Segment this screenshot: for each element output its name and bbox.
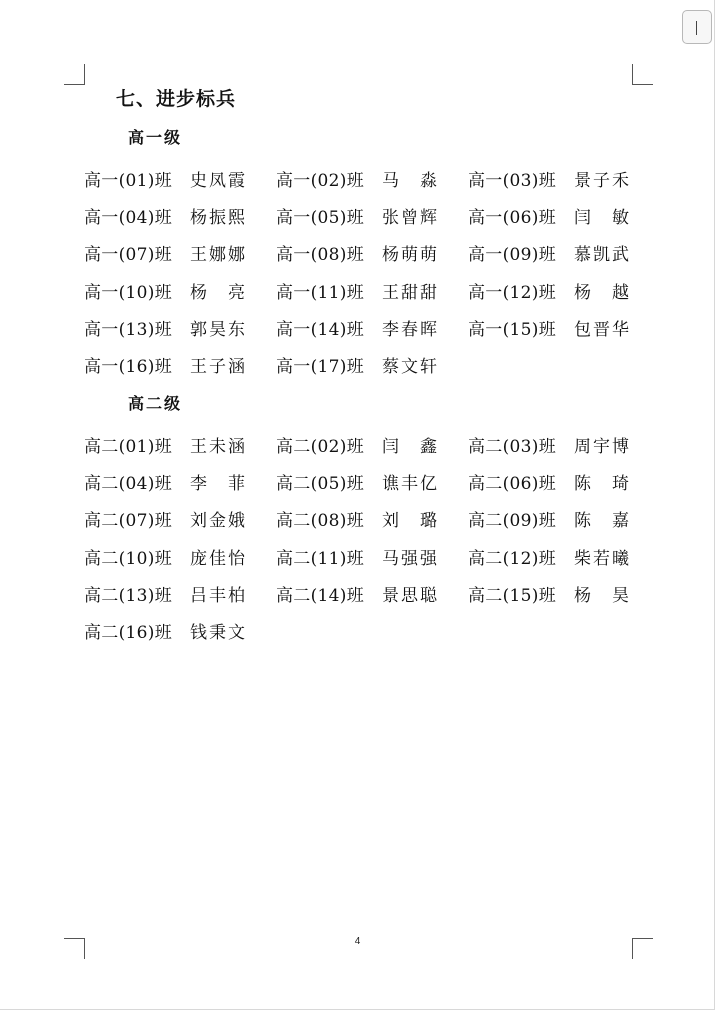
- class-label: 高一(11)班: [276, 282, 364, 303]
- class-label: 高二(06)班: [468, 474, 556, 495]
- class-label: 高一(04)班: [84, 208, 172, 229]
- student-name: 景思聪: [382, 585, 438, 606]
- list-item: [84, 197, 276, 234]
- section-title: 七、进步标兵: [116, 88, 237, 110]
- class-label: 高二(16)班: [84, 623, 172, 644]
- list-item: [276, 346, 468, 383]
- student-name: 吕丰柏: [190, 585, 246, 606]
- student-name: 马 淼: [382, 171, 438, 192]
- list-item: [276, 160, 468, 197]
- class-label: 高二(09)班: [468, 511, 556, 532]
- list-item: [276, 234, 468, 271]
- class-label: 高一(02)班: [276, 171, 364, 192]
- student-name: 马强强: [382, 548, 438, 569]
- student-name: 庞佳怡: [190, 548, 246, 569]
- student-name: 柴若曦: [574, 548, 630, 569]
- class-label: 高一(10)班: [84, 282, 172, 303]
- class-label: 高二(05)班: [276, 474, 364, 495]
- class-label: 高二(01)班: [84, 437, 172, 458]
- list-item: [276, 575, 468, 612]
- student-name: 郭昊东: [190, 319, 246, 340]
- list-item: [84, 346, 276, 383]
- list-item: [468, 463, 644, 500]
- list-item: [276, 538, 468, 575]
- list-item: [84, 500, 276, 537]
- class-label: 高二(04)班: [84, 474, 172, 495]
- list-item: [276, 426, 468, 463]
- student-name: 慕凯武: [574, 245, 630, 266]
- student-name: 王子涵: [190, 357, 246, 378]
- list-item: [276, 309, 468, 346]
- list-item: [84, 612, 276, 649]
- class-label: 高二(07)班: [84, 511, 172, 532]
- list-item: [84, 234, 276, 271]
- class-label: 高一(09)班: [468, 245, 556, 266]
- student-name: 王甜甜: [382, 282, 438, 303]
- student-name: 史凤霞: [190, 171, 246, 192]
- student-name: 王娜娜: [190, 245, 246, 266]
- page-number: 4: [354, 936, 361, 947]
- class-label: 高二(10)班: [84, 548, 172, 569]
- list-item: [84, 575, 276, 612]
- list-item: [84, 538, 276, 575]
- class-label: 高一(01)班: [84, 171, 172, 192]
- student-name: 景子禾: [574, 171, 630, 192]
- list-item: [468, 197, 644, 234]
- list-item: [468, 272, 644, 309]
- list-item: [468, 160, 644, 197]
- student-name: 包晋华: [574, 319, 630, 340]
- class-label: 高一(15)班: [468, 319, 556, 340]
- list-item: [84, 272, 276, 309]
- scroll-handle[interactable]: [682, 10, 712, 44]
- class-label: 高一(16)班: [84, 357, 172, 378]
- crop-mark-top-right: [632, 64, 653, 85]
- list-item: [468, 234, 644, 271]
- student-name: 陈 嘉: [574, 511, 630, 532]
- grade-two-title: 高二级: [128, 394, 183, 413]
- student-name: 王未涵: [190, 437, 246, 458]
- list-item: [84, 463, 276, 500]
- class-label: 高一(17)班: [276, 357, 364, 378]
- student-name: 杨萌萌: [382, 245, 438, 266]
- student-name: 陈 琦: [574, 474, 630, 495]
- student-name: 李 菲: [190, 474, 246, 495]
- class-label: 高二(03)班: [468, 437, 556, 458]
- student-name: 蔡文轩: [382, 357, 438, 378]
- student-name: 闫 鑫: [382, 437, 438, 458]
- crop-mark-top-left: [64, 64, 85, 85]
- class-label: 高一(14)班: [276, 319, 364, 340]
- student-name: 杨 越: [574, 282, 630, 303]
- list-item: [468, 426, 644, 463]
- student-name: 杨 昊: [574, 585, 630, 606]
- list-item: [276, 197, 468, 234]
- student-name: 杨 亮: [190, 282, 246, 303]
- grade-one-title: 高一级: [128, 128, 183, 147]
- list-item: [276, 272, 468, 309]
- class-label: 高二(14)班: [276, 585, 364, 606]
- list-item: [276, 463, 468, 500]
- class-label: 高二(12)班: [468, 548, 556, 569]
- student-name: 谯丰亿: [382, 474, 438, 495]
- list-item: [468, 309, 644, 346]
- list-item: [84, 160, 276, 197]
- class-label: 高一(07)班: [84, 245, 172, 266]
- student-name: 周宇博: [574, 437, 630, 458]
- student-name: 杨振熙: [190, 208, 246, 229]
- list-item: [468, 575, 644, 612]
- class-label: 高一(08)班: [276, 245, 364, 266]
- class-label: 高一(06)班: [468, 208, 556, 229]
- grade-two-list: [84, 426, 644, 649]
- class-label: 高二(11)班: [276, 548, 364, 569]
- class-label: 高一(13)班: [84, 319, 172, 340]
- list-item: [276, 500, 468, 537]
- class-label: 高一(03)班: [468, 171, 556, 192]
- list-item: [84, 309, 276, 346]
- class-label: 高二(13)班: [84, 585, 172, 606]
- list-item: [84, 426, 276, 463]
- student-name: 张曾辉: [382, 208, 438, 229]
- list-item: [468, 500, 644, 537]
- student-name: 刘金娥: [190, 511, 246, 532]
- grade-one-list: [84, 160, 644, 383]
- class-label: 高二(08)班: [276, 511, 364, 532]
- list-item: [468, 538, 644, 575]
- student-name: 李春晖: [382, 319, 438, 340]
- class-label: 高二(15)班: [468, 585, 556, 606]
- class-label: 高二(02)班: [276, 437, 364, 458]
- student-name: 刘 璐: [382, 511, 438, 532]
- student-name: 闫 敏: [574, 208, 630, 229]
- student-name: 钱秉文: [190, 623, 246, 644]
- class-label: 高一(05)班: [276, 208, 364, 229]
- class-label: 高一(12)班: [468, 282, 556, 303]
